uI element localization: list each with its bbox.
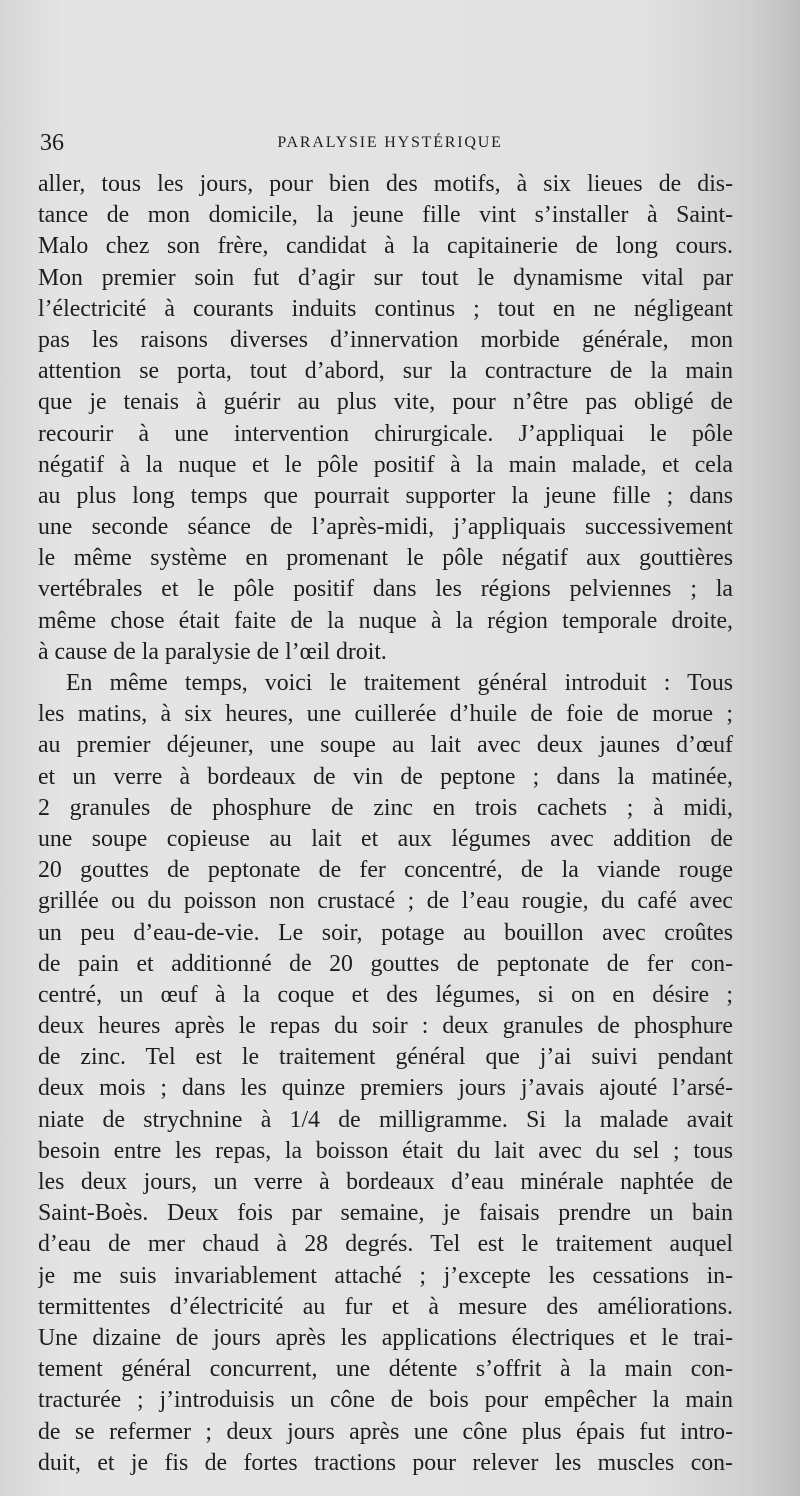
text-line: aller, tous les jours, pour bien des motifs, à six lieues de dis- bbox=[38, 171, 733, 197]
text-line: un peu d’eau-de-vie. Le soir, potage au bouillon avec croûtes bbox=[38, 919, 733, 946]
text-line: deux heures après le repas du soir : deux granules de phosphure bbox=[38, 1013, 733, 1040]
text-line: les matins, à six heures, une cuillerée d’huile de foie de morue ; bbox=[38, 701, 733, 728]
text-line: 2 granules de phosphure de zinc en trois cachets ; à midi, bbox=[38, 794, 733, 821]
text-line: l’électricité à courants induits continus ; tout en ne négligeant bbox=[38, 295, 733, 322]
text-line: le même système en promenant le pôle négatif aux gouttières bbox=[38, 545, 733, 572]
text-line: au plus long temps que pourrait supporter la jeune fille ; dans bbox=[38, 482, 733, 509]
text-line: niate de strychnine à 1/4 de milligramme. Si la malade avait bbox=[38, 1106, 733, 1133]
text-line: de pain et additionné de 20 gouttes de peptonate de fer con- bbox=[38, 950, 733, 977]
running-title: PARALYSIE HYSTÉRIQUE bbox=[277, 134, 503, 151]
text-line: et un verre à bordeaux de vin de peptone ; dans la matinée, bbox=[38, 763, 733, 790]
text-line: les deux jours, un verre à bordeaux d’eau minérale naphtée de bbox=[38, 1169, 733, 1195]
text-line: d’eau de mer chaud à 28 degrés. Tel est le traitement auquel bbox=[38, 1231, 733, 1258]
text-line: tracturée ; j’introduisis un cône de bois pour empêcher la main bbox=[38, 1387, 733, 1414]
text-line: tance de mon domicile, la jeune fille vint s’installer à Saint- bbox=[38, 202, 733, 229]
text-line: 20 gouttes de peptonate de fer concentré, de la viande rouge bbox=[38, 857, 733, 884]
text-line: une soupe copieuse au lait et aux légumes avec addition de bbox=[38, 825, 733, 852]
paragraph-end-line: à cause de la paralysie de l’œil droit. bbox=[38, 638, 387, 665]
text-line: centré, un œuf à la coque et des légumes, si on en désire ; bbox=[38, 981, 733, 1008]
text-line: grillée ou du poisson non crustacé ; de l’eau rougie, du café avec bbox=[38, 888, 733, 915]
text-line: de zinc. Tel est le traitement général que j’ai suivi pendant bbox=[38, 1044, 733, 1071]
body-text bbox=[38, 169, 733, 1479]
page-number: 36 bbox=[40, 130, 64, 156]
text-line: pas les raisons diverses d’innervation morbide générale, mon bbox=[38, 326, 733, 353]
text-line: besoin entre les repas, la boisson était du lait avec du sel ; tous bbox=[38, 1137, 733, 1164]
text-line: attention se porta, tout d’abord, sur la contracture de la main bbox=[38, 358, 733, 385]
text-line: deux mois ; dans les quinze premiers jours j’avais ajouté l’arsé- bbox=[38, 1075, 733, 1102]
text-line: duit, et je fis de fortes tractions pour relever les muscles con- bbox=[38, 1449, 733, 1476]
text-line: recourir à une intervention chirurgicale. J’appliquai le pôle bbox=[38, 420, 733, 447]
text-line: Malo chez son frère, candidat à la capitainerie de long cours. bbox=[38, 233, 733, 260]
text-line: Saint-Boès. Deux fois par semaine, je faisais prendre un bain bbox=[38, 1200, 733, 1227]
text-line: négatif à la nuque et le pôle positif à la main malade, et cela bbox=[38, 451, 733, 478]
text-line: tement général concurrent, une détente s’offrit à la main con- bbox=[38, 1356, 733, 1383]
text-line: vertébrales et le pôle positif dans les régions pelviennes ; la bbox=[38, 576, 733, 603]
text-line: une seconde séance de l’après-midi, j’appliquais successivement bbox=[38, 514, 733, 541]
page-header bbox=[40, 128, 740, 158]
text-line: même chose était faite de la nuque à la région temporale droite, bbox=[38, 607, 733, 634]
text-line: Mon premier soin fut d’agir sur tout le dynamisme vital par bbox=[38, 264, 733, 291]
text-line: de se refermer ; deux jours après une cône plus épais fut intro- bbox=[38, 1418, 733, 1445]
paragraph-start-line: En même temps, voici le traitement général introduit : Tous bbox=[66, 670, 733, 696]
text-line: je me suis invariablement attaché ; j’excepte les cessations in- bbox=[38, 1262, 733, 1289]
text-line: Une dizaine de jours après les applications électriques et le trai- bbox=[38, 1324, 733, 1351]
text-line: termittentes d’électricité au fur et à mesure des améliorations. bbox=[38, 1293, 733, 1320]
text-line: au premier déjeuner, une soupe au lait avec deux jaunes d’œuf bbox=[38, 732, 733, 759]
text-line: que je tenais à guérir au plus vite, pour n’être pas obligé de bbox=[38, 389, 733, 416]
